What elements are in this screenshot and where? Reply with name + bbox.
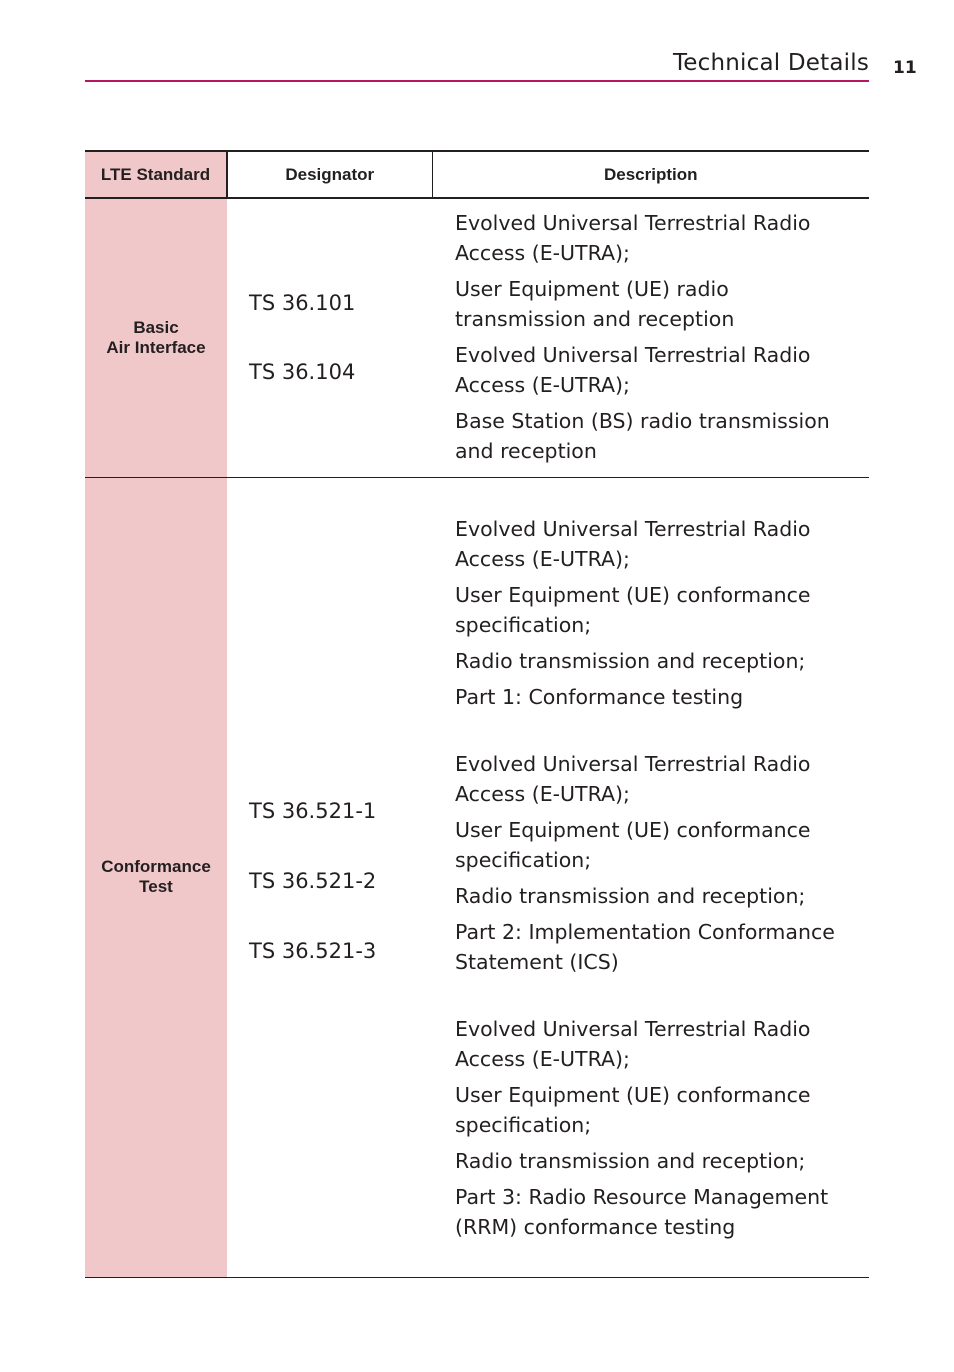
lte-standard-cell (85, 198, 227, 477)
description-group (455, 749, 861, 977)
column-header-lte-standard: LTE Standard (85, 151, 227, 198)
designator-cell (227, 198, 432, 477)
lte-standard-label: Conformance (101, 857, 211, 876)
table-row (85, 198, 869, 477)
description-line: Base Station (BS) radio transmission and reception (455, 409, 830, 464)
lte-standard-label: Basic (133, 317, 179, 337)
header-rule (85, 80, 869, 82)
description-line: Evolved Universal Terrestrial Radio Access (E-UTRA); (455, 751, 811, 806)
description-line: Radio transmission and reception; (455, 1148, 806, 1173)
description-group (455, 1014, 861, 1242)
designator: TS 36.521-2 (249, 869, 377, 893)
designator-cell (227, 477, 432, 1277)
description-cell (432, 198, 869, 477)
description-cell (432, 477, 869, 1277)
description-line: Part 1: Conformance testing (455, 684, 744, 709)
page-header (85, 48, 869, 82)
section-title: Technical Details (672, 50, 869, 76)
description-line: Evolved Universal Terrestrial Radio Access (E-UTRA); (455, 1016, 811, 1071)
description-line: Evolved Universal Terrestrial Radio Access (E-UTRA); (455, 516, 811, 571)
lte-standard-label: Test (139, 877, 173, 896)
description-line: User Equipment (UE) conformance specification; (455, 582, 811, 637)
description-group (455, 208, 861, 466)
description-line: User Equipment (UE) conformance specification; (455, 1082, 811, 1137)
column-header-designator: Designator (227, 151, 432, 198)
designator: TS 36.521-1 (249, 799, 377, 823)
description-line: User Equipment (UE) radio transmission and reception (455, 277, 735, 332)
description-line: Radio transmission and reception; (455, 648, 806, 673)
description-line: Part 2: Implementation Conformance Statement (ICS) (455, 919, 835, 974)
designator: TS 36.521-3 (249, 939, 377, 963)
page-number: 11 (893, 58, 917, 78)
description-line: User Equipment (UE) conformance specification; (455, 817, 811, 872)
designator: TS 36.101 (249, 290, 356, 315)
description-line: Radio transmission and reception; (455, 883, 806, 908)
lte-standards-table (85, 150, 869, 1278)
designator: TS 36.104 (249, 359, 356, 384)
description-line: Part 3: Radio Resource Management (RRM) conformance testing (455, 1184, 829, 1239)
lte-standard-cell (85, 477, 227, 1277)
table-row (85, 477, 869, 1277)
table-header-row (85, 151, 869, 198)
lte-standard-label: Air Interface (106, 337, 206, 357)
description-line: Evolved Universal Terrestrial Radio Access (E-UTRA); (455, 211, 811, 266)
column-header-description: Description (432, 151, 869, 198)
description-group (455, 514, 861, 712)
description-line: Evolved Universal Terrestrial Radio Access (E-UTRA); (455, 343, 811, 398)
